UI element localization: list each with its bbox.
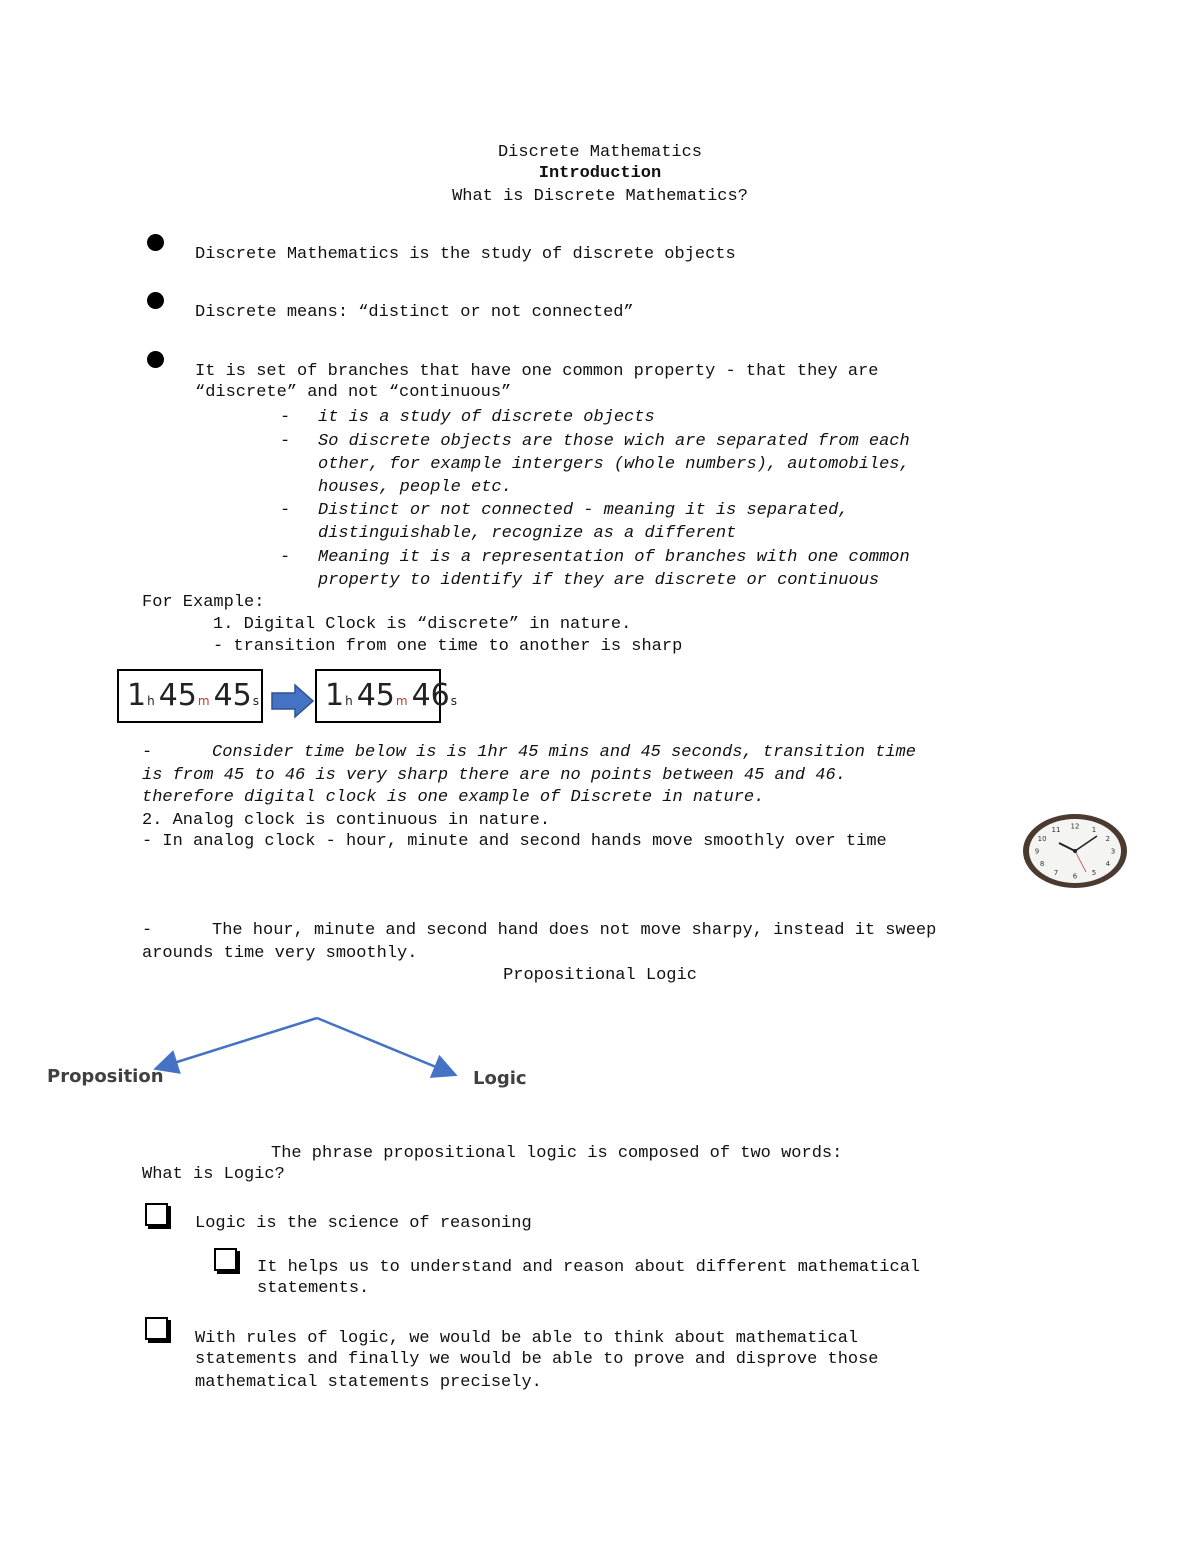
consider-line-2: is from 45 to 46 is very sharp there are no points between 45 and 46. (142, 766, 846, 785)
sub-point-4-cont: property to identify if they are discrete or continuous (318, 571, 880, 590)
right-arrow-icon (317, 1018, 453, 1074)
propositional-logic-title: Propositional Logic (503, 966, 697, 985)
analog-clock-image (1020, 812, 1130, 890)
consider-dash: - (142, 743, 153, 762)
consider-line-1: Consider time below is is 1hr 45 mins and 45 seconds, transition time (212, 743, 916, 762)
checkbox-icon (145, 1203, 168, 1226)
sub-point-1: it is a study of discrete objects (318, 408, 655, 427)
hand-dash: - (142, 921, 153, 940)
clock-numeral: 6 (1072, 872, 1078, 881)
analog-clock-title: 2. Analog clock is continuous in nature. (142, 811, 551, 830)
clock-numeral: 12 (1070, 822, 1080, 831)
clock-seconds: 45 (213, 678, 252, 713)
sub-dash: - (280, 548, 291, 567)
bullet-icon (147, 234, 164, 251)
consider-line-3: therefore digital clock is one example of Discrete in nature. (142, 788, 765, 807)
clock-numeral: 8 (1039, 860, 1045, 868)
sub-point-3: Distinct or not connected - meaning it is separated, (318, 501, 849, 520)
hand-line-2: arounds time very smoothly. (142, 944, 418, 963)
bullet-text-1: Discrete Mathematics is the study of discrete objects (195, 245, 736, 264)
bullet-icon (147, 292, 164, 309)
clock-numeral: 2 (1105, 835, 1111, 843)
clock-numeral: 11 (1051, 825, 1061, 834)
logic-point-3-cont: mathematical statements precisely. (195, 1373, 542, 1392)
logic-point-3: With rules of logic, we would be able to think about mathematical (195, 1329, 859, 1348)
proposition-label: Proposition (47, 1066, 164, 1087)
sub-point-2-cont: houses, people etc. (318, 478, 512, 497)
sub-dash: - (280, 432, 291, 451)
example-heading: For Example: (142, 593, 265, 612)
checkbox-icon (214, 1248, 237, 1271)
clock-hours: 1 (127, 678, 147, 713)
logic-point-1: Logic is the science of reasoning (195, 1214, 532, 1233)
clock-numeral: 4 (1105, 860, 1111, 868)
bullet-text-3: It is set of branches that have one common property - that they are (195, 362, 879, 381)
bullet-text-3-cont: “discrete” and not “continuous” (195, 383, 512, 402)
clock-numeral: 3 (1110, 847, 1116, 856)
clock-minutes: 45 (356, 678, 395, 713)
clock-minutes: 45 (158, 678, 197, 713)
digital-clock-note: - transition from one time to another is sharp (213, 637, 683, 656)
clock-numeral: 5 (1091, 869, 1097, 878)
section-title: Introduction (538, 164, 662, 183)
logic-point-3-cont: statements and finally we would be able to prove and disprove those (195, 1350, 879, 1369)
clock-hours: 1 (325, 678, 345, 713)
sub-point-3-cont: distinguishable, recognize as a different (318, 524, 737, 543)
clock-numeral: 9 (1034, 847, 1040, 856)
bullet-text-2: Discrete means: “distinct or not connected” (195, 303, 634, 322)
digital-clock-to: 1h 45m 46s (315, 669, 441, 723)
logic-label: Logic (473, 1068, 527, 1089)
checkbox-icon (145, 1317, 168, 1340)
sub-dash: - (280, 501, 291, 520)
hand-line-1: The hour, minute and second hand does not move sharpy, instead it sweep (212, 921, 937, 940)
sub-point-4: Meaning it is a representation of branches with one common (318, 548, 910, 567)
sub-point-2: So discrete objects are those wich are separated from each (318, 432, 910, 451)
left-arrow-icon (158, 1018, 317, 1068)
document-title: Discrete Mathematics (497, 143, 703, 162)
clock-seconds: 46 (411, 678, 450, 713)
clock-numeral: 7 (1053, 869, 1059, 878)
clock-numeral: 10 (1037, 835, 1047, 843)
bullet-icon (147, 351, 164, 368)
section-question: What is Discrete Mathematics? (452, 187, 748, 206)
sub-dash: - (280, 408, 291, 427)
phrase-text: The phrase propositional logic is composed of two words: (271, 1144, 843, 1163)
what-is-logic: What is Logic? (142, 1165, 285, 1184)
right-arrow-icon (271, 683, 315, 719)
clock-numeral: 1 (1091, 825, 1097, 834)
split-diagram (140, 1010, 470, 1080)
sub-point-2-cont: other, for example intergers (whole numbers), automobiles, (318, 455, 910, 474)
analog-clock-note: - In analog clock - hour, minute and second hands move smoothly over time (142, 832, 887, 851)
digital-clock-from: 1h 45m 45s (117, 669, 263, 723)
logic-point-2-cont: statements. (257, 1279, 370, 1298)
digital-clock-title: 1. Digital Clock is “discrete” in nature. (213, 615, 632, 634)
logic-point-2: It helps us to understand and reason about different mathematical (257, 1258, 921, 1277)
clock-center (1073, 849, 1077, 853)
